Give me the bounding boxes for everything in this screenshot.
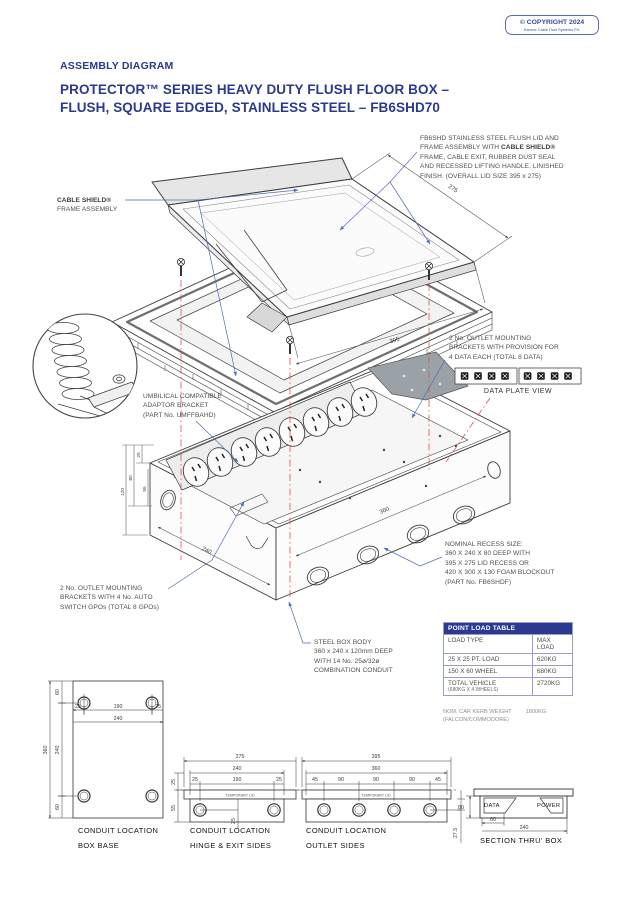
svg-text:45: 45 [435,777,441,783]
annotation-outlet-gpo: 2 No. OUTLET MOUNTING BRACKETS WITH 4 No. AUTO SWITCH GPOs (TOTAL 8 GPOs) [60,585,159,611]
annotation-lid-desc: FB6SHD STAINLESS STEEL FLUSH LID AND FRAME ASSEMBLY WITH CABLE SHIELD® FRAME, CABLE EXIT, RUBBER DUST SEAL AND RECESSED LIFTING HANDLE. LINISHED FINISH. (OVERALL LID SIZE 395 x 275) [420,135,564,180]
svg-text:55: 55 [143,486,148,492]
svg-text:80: 80 [129,475,134,481]
svg-text:240: 240 [113,716,123,722]
annotation-recess: NOMINAL RECESS SIZE: 360 X 240 X 80 DEEP WITH 395 X 275 LID RECESS OR 420 X 300 X 130 FOAM BLOCKOUT (PART No. FB6SHDF) [445,541,555,586]
data-plate-label: DATA PLATE VIEW [483,388,553,395]
table-row: TOTAL VEHICLE (680KG X 4 WHEELS) 2720KG [444,677,572,695]
svg-text:HINGE & EXIT SIDES: HINGE & EXIT SIDES [190,841,272,850]
table-row: 150 X 60 WHEEL 680KG [444,665,572,677]
point-load-table [443,622,573,696]
svg-text:395: 395 [371,754,381,760]
table-footnote: NOM. CAR KERB WEIGHT (FALCON/COMMODORE) 1800KG [443,709,547,723]
svg-text:25: 25 [276,777,282,783]
svg-text:395: 395 [389,336,401,346]
svg-text:90: 90 [338,777,344,783]
svg-text:120: 120 [121,487,126,497]
drawing-section [458,789,573,845]
svg-text:240: 240 [200,546,213,557]
table-row: 25 X 25 PT. LOAD 620KG [444,653,572,665]
drawing-box-base [43,681,163,850]
section-kicker: ASSEMBLY DIAGRAM [60,60,174,72]
svg-text:OUTLET SIDES: OUTLET SIDES [306,841,365,850]
annotation-umbilical: UMBILICAL COMPATIBLE ADAPTOR BRACKET (PART No. UMFFBAHD) [143,393,222,419]
copyright-line: © COPYRIGHT 2024 [519,19,585,26]
svg-text:TEMPORARY LID: TEMPORARY LID [361,793,391,798]
svg-text:27.5: 27.5 [453,827,459,839]
svg-text:POWER: POWER [537,803,561,809]
copyright-badge [505,15,599,35]
svg-text:275: 275 [446,183,459,195]
svg-text:CONDUIT LOCATION: CONDUIT LOCATION [306,826,387,835]
svg-text:45: 45 [312,777,318,783]
svg-text:25: 25 [137,452,142,458]
svg-text:360: 360 [43,745,49,755]
annotation-outlet-data: 2 No. OUTLET MOUNTING BRACKETS WITH PROVISION FOR 4 DATA EACH (TOTAL 8 DATA) [449,335,559,361]
page-title-line2: FLUSH, SQUARE EDGED, STAINLESS STEEL – FB6SHD70 [60,100,441,115]
drawing-hinge-exit [171,754,302,850]
svg-text:190: 190 [113,704,123,710]
svg-text:80: 80 [458,805,464,811]
svg-text:25: 25 [192,777,198,783]
svg-text:25: 25 [75,704,81,710]
svg-text:90: 90 [373,777,379,783]
data-plate-view [455,368,581,384]
table-header-row: LOAD TYPE MAX LOAD [444,634,572,653]
svg-text:90: 90 [409,777,415,783]
annotation-steel-box: STEEL BOX BODY 360 x 240 x 120mm DEEP WITH 14 No. 25ø/32ø COMBINATION CONDUIT [314,639,393,675]
svg-text:25: 25 [231,818,237,824]
svg-text:240: 240 [55,745,61,755]
svg-text:60: 60 [55,804,61,810]
table-title: POINT LOAD TABLE [444,623,572,634]
svg-text:55: 55 [171,805,177,811]
page-title-line1: PROTECTOR™ SERIES HEAVY DUTY FLUSH FLOOR BOX – [60,82,450,97]
svg-text:CONDUIT LOCATION: CONDUIT LOCATION [190,826,271,835]
company-name: Electric Cable Duct Systems P/L [523,27,580,32]
svg-text:SECTION THRU' BOX: SECTION THRU' BOX [480,836,563,845]
annotation-cable-shield: CABLE SHIELD® FRAME ASSEMBLY [57,197,118,214]
svg-text:275: 275 [235,754,245,760]
svg-text:60: 60 [55,689,61,695]
svg-text:DATA: DATA [484,803,500,809]
svg-text:BOX BASE: BOX BASE [78,841,120,850]
svg-text:360: 360 [371,766,381,772]
svg-text:25: 25 [155,704,161,710]
svg-text:240: 240 [232,766,242,772]
svg-text:CONDUIT LOCATION: CONDUIT LOCATION [78,826,159,835]
drawing-outlet-sides [296,754,465,850]
svg-text:60: 60 [490,817,496,823]
svg-text:360: 360 [378,506,391,516]
svg-text:240: 240 [519,825,529,831]
svg-text:190: 190 [232,777,242,783]
svg-text:TEMPORARY LID: TEMPORARY LID [225,793,255,798]
svg-text:25: 25 [171,779,177,785]
